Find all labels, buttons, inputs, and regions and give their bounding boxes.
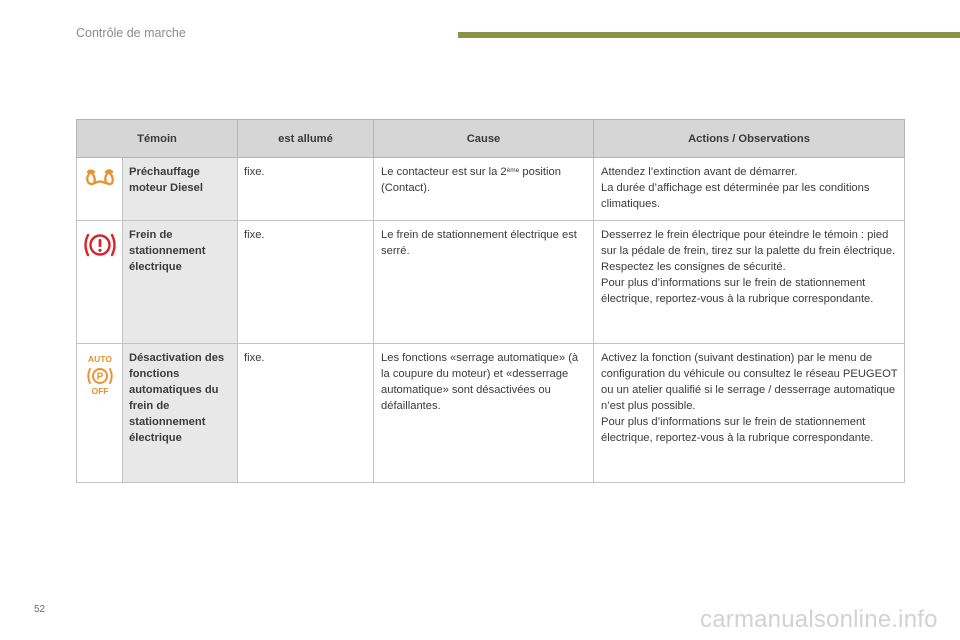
indicator-name: Frein de stationnement électrique: [123, 221, 238, 344]
action-line: Attendez l’extinction avant de démarrer.: [601, 166, 798, 178]
action-line: La durée d’affichage est déterminée par les conditions climatiques.: [601, 182, 870, 210]
indicator-state: fixe.: [238, 344, 374, 483]
header-accent-bar: [458, 32, 960, 38]
icon-label-off: OFF: [91, 386, 108, 396]
page-number: 52: [34, 604, 46, 615]
indicator-cause: Les fonctions «serrage automatique» (à la coupure du moteur) et «desserrage automatique» sont désactivées ou défaillantes.: [374, 344, 594, 483]
action-line: Pour plus d’informations sur le frein de stationnement électrique, reportez-vous à la rubrique correspondante.: [601, 416, 874, 444]
auto-parking-brake-off-icon: [83, 354, 117, 398]
indicator-cause: [374, 158, 594, 221]
column-header-actions: Actions / Observations: [594, 120, 905, 158]
icon-cell: [77, 344, 123, 483]
cause-text-suffix: position (Contact).: [381, 166, 561, 194]
cause-superscript: ème: [506, 167, 520, 174]
table-row: [77, 344, 905, 483]
column-header-temoin: Témoin: [77, 120, 238, 158]
table-header-row: [77, 120, 905, 158]
icon-cell: [77, 221, 123, 344]
action-line: Desserrez le frein électrique pour éteindre le témoin : pied sur la pédale de frein, tirez sur la palette du frein électrique.: [601, 229, 896, 257]
table-row: [77, 221, 905, 344]
indicator-name: Préchauffage moteur Diesel: [123, 158, 238, 221]
action-line: Activez la fonction (suivant destination) par le menu de configuration du véhicule ou consultez le réseau PEUGEOT ou un atelier qualifié si le serrage / desserrage automatique n’est plus possible.: [601, 352, 898, 412]
page-section-title: Contrôle de marche: [76, 26, 186, 40]
indicator-actions: [594, 221, 905, 344]
electric-parking-brake-warning-icon: [83, 231, 117, 259]
indicator-actions: [594, 158, 905, 221]
table-row: [77, 158, 905, 221]
glow-plug-preheating-icon: [86, 168, 114, 188]
warning-lamps-table: [76, 119, 905, 483]
icon-label-p: P: [96, 371, 103, 383]
column-header-state: est allumé: [238, 120, 374, 158]
action-line: Respectez les consignes de sécurité.: [601, 261, 786, 273]
icon-label-auto: AUTO: [87, 354, 112, 364]
indicator-state: fixe.: [238, 221, 374, 344]
indicator-name: Désactivation des fonctions automatiques du frein de stationnement électrique: [123, 344, 238, 483]
indicator-state: fixe.: [238, 158, 374, 221]
indicator-cause: Le frein de stationnement électrique est serré.: [374, 221, 594, 344]
indicator-actions: [594, 344, 905, 483]
icon-cell: [77, 158, 123, 221]
column-header-cause: Cause: [374, 120, 594, 158]
cause-text: Le contacteur est sur la 2: [381, 166, 507, 178]
action-line: Pour plus d’informations sur le frein de stationnement électrique, reportez-vous à la rubrique correspondante.: [601, 277, 874, 305]
watermark: carmanualsonline.info: [700, 606, 938, 633]
